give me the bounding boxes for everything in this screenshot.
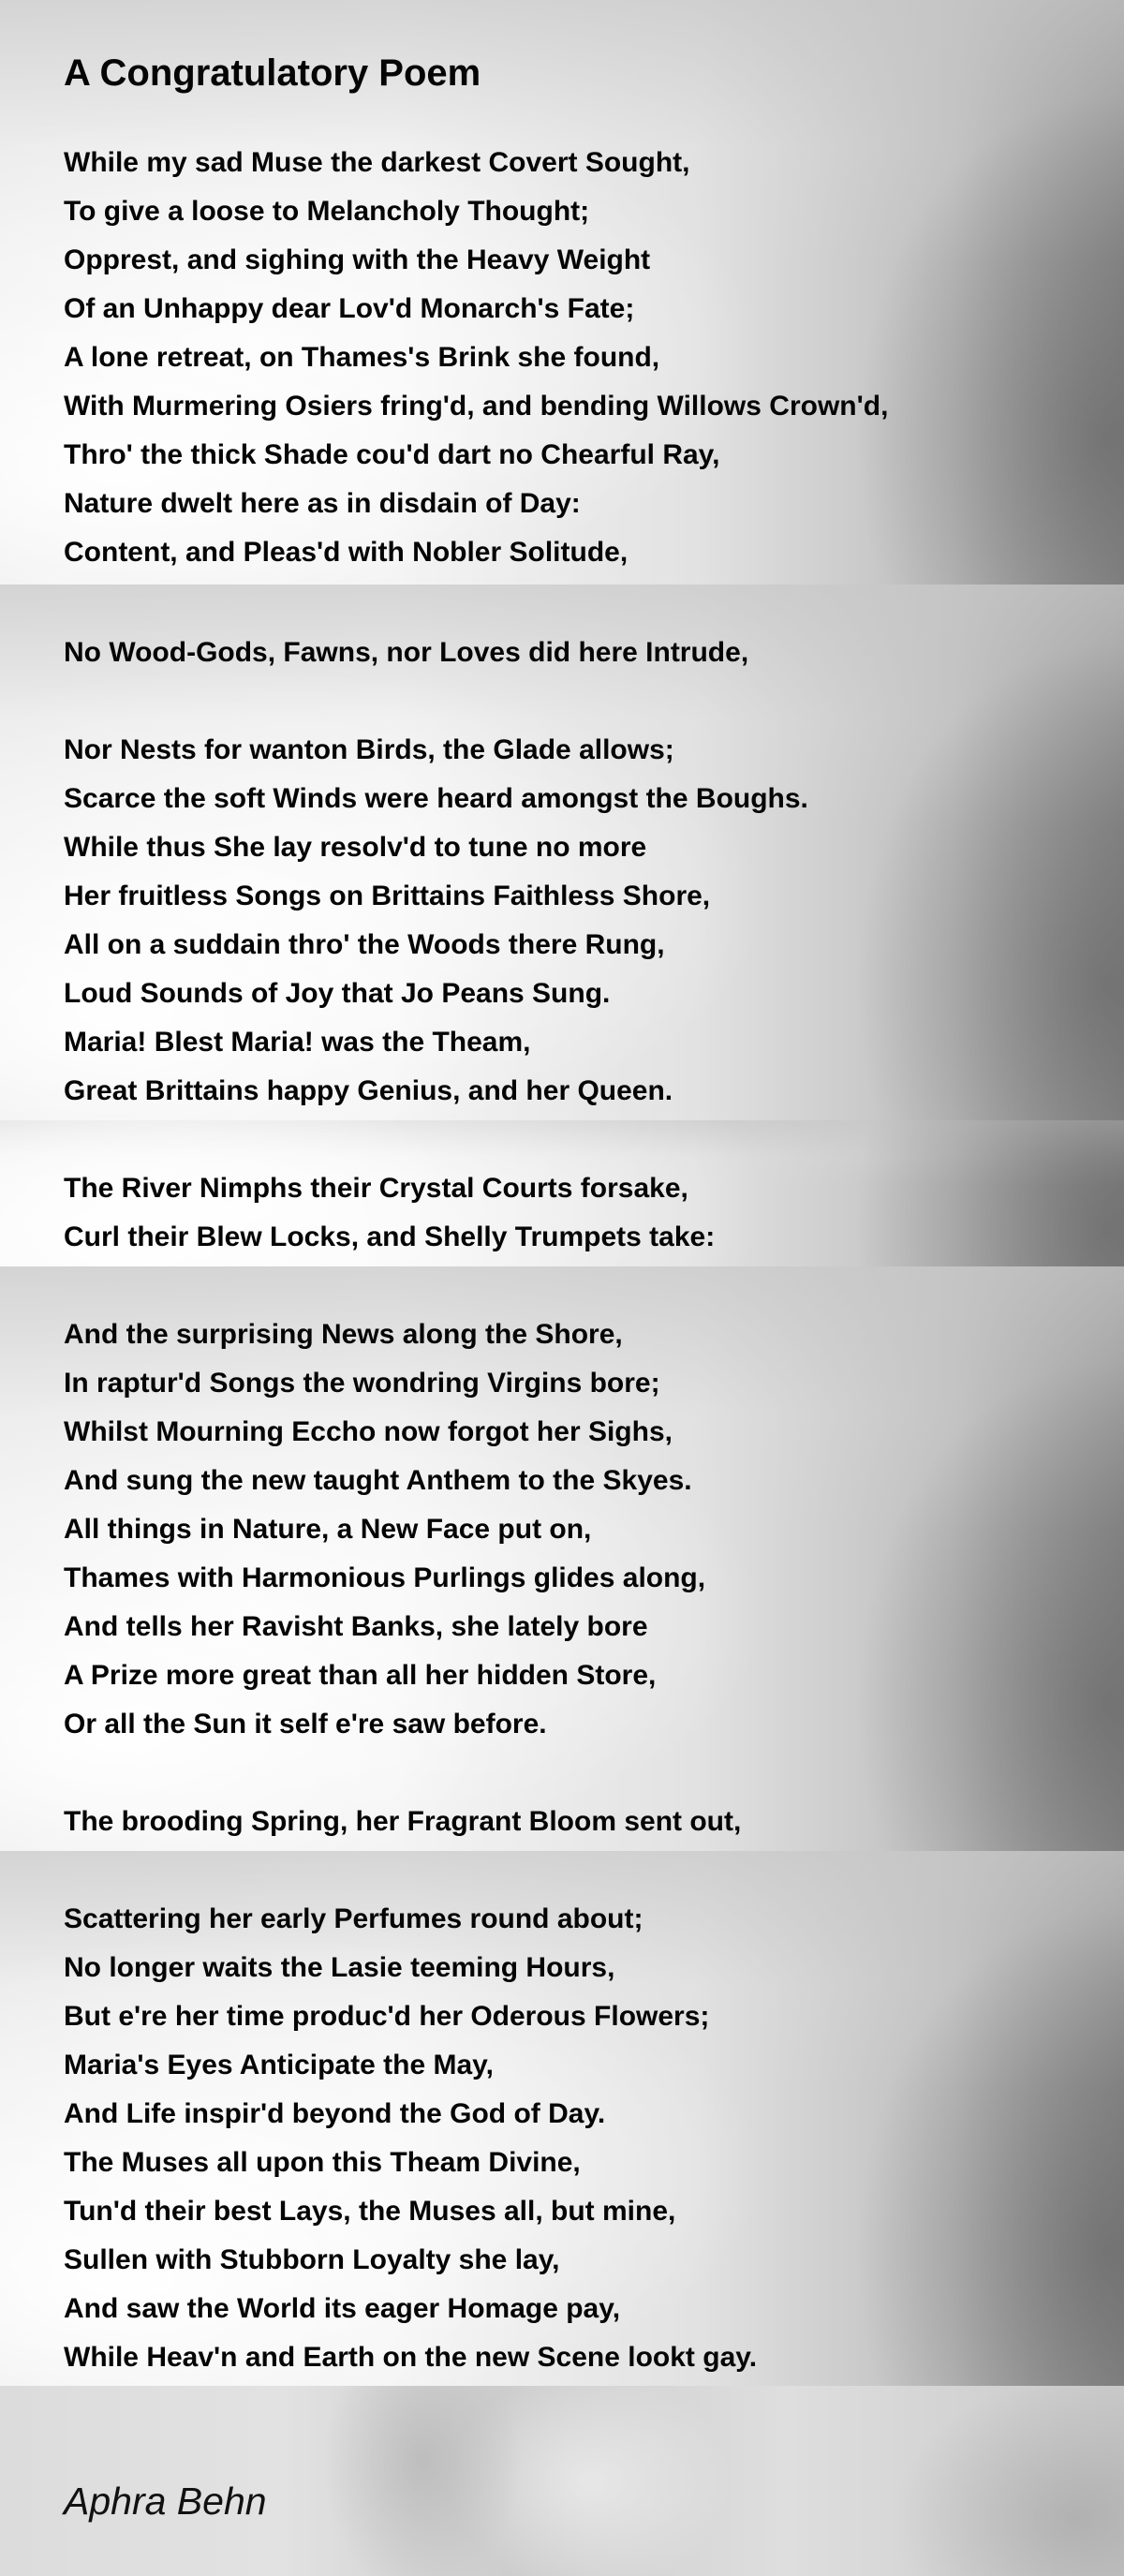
panel-content [64, 1164, 1124, 1262]
poem-line: And the surprising News along the Shore, [64, 1319, 623, 1350]
poem-line: Nature dwelt here as in disdain of Day: [64, 488, 581, 519]
poem-line: While thus She lay resolv'd to tune no more [64, 832, 647, 863]
poem-title: A Congratulatory Poem [64, 52, 481, 94]
poem-panel-3 [0, 1120, 1124, 1266]
poem-line: Of an Unhappy dear Lov'd Monarch's Fate; [64, 293, 635, 324]
poem-line: Whilst Mourning Eccho now forgot her Sighs, [64, 1416, 673, 1447]
poem-line: With Murmering Osiers fring'd, and bending Willows Crown'd, [64, 391, 889, 422]
poem-line: Great Brittains happy Genius, and her Queen. [64, 1075, 673, 1106]
poem-line: The River Nimphs their Crystal Courts forsake, [64, 1173, 688, 1204]
poem-line: No longer waits the Lasie teeming Hours, [64, 1952, 615, 1983]
poem-line: Scattering her early Perfumes round about; [64, 1903, 643, 1934]
blank-line [64, 677, 1124, 726]
poem-line: While Heav'n and Earth on the new Scene lookt gay. [64, 2342, 758, 2373]
poem-line: The brooding Spring, her Fragrant Bloom sent out, [64, 1806, 742, 1837]
stanza-3 [64, 1164, 1124, 1262]
poem-panel-1 [0, 0, 1124, 585]
blank-line [64, 1749, 1124, 1798]
poem-line: A lone retreat, on Thames's Brink she found, [64, 342, 660, 373]
poem-line: Nor Nests for wanton Birds, the Glade allows; [64, 734, 674, 765]
poem-author: Aphra Behn [64, 2480, 267, 2523]
poem-line: A Prize more great than all her hidden Store, [64, 1660, 657, 1691]
poem-line: In raptur'd Songs the wondring Virgins bore; [64, 1368, 660, 1399]
poem-line: Content, and Pleas'd with Nobler Solitude, [64, 537, 629, 568]
stanza-1 [64, 139, 1124, 577]
poem-line: Maria's Eyes Anticipate the May, [64, 2050, 494, 2080]
panel-content [64, 629, 1124, 1116]
poem-line: While my sad Muse the darkest Covert Sought, [64, 147, 690, 178]
poem-line: To give a loose to Melancholy Thought; [64, 196, 590, 227]
stanza-5 [64, 1895, 1124, 2382]
poem-line: Thro' the thick Shade cou'd dart no Chearful Ray, [64, 439, 720, 470]
poem-line: Scarce the soft Winds were heard amongst the Boughs. [64, 783, 808, 814]
poem-line: All things in Nature, a New Face put on, [64, 1514, 592, 1545]
poem-line: Loud Sounds of Joy that Jo Peans Sung. [64, 978, 611, 1009]
poem-line: Or all the Sun it self e're saw before. [64, 1709, 547, 1740]
panel-content [64, 52, 1124, 577]
panel-content [64, 1310, 1124, 1846]
poem-line: No Wood-Gods, Fawns, nor Loves did here Intrude, [64, 637, 749, 668]
poem-line: Curl their Blew Locks, and Shelly Trumpets take: [64, 1221, 716, 1252]
panel-content [64, 1895, 1124, 2382]
poem-line: Opprest, and sighing with the Heavy Weight [64, 244, 651, 275]
poem-line: Maria! Blest Maria! was the Theam, [64, 1027, 531, 1058]
poem-panel-4 [0, 1266, 1124, 1851]
poem-line: Thames with Harmonious Purlings glides along, [64, 1562, 706, 1593]
poem-panel-5 [0, 1851, 1124, 2386]
poem-line: All on a suddain thro' the Woods there Rung, [64, 929, 665, 960]
poem-line: Her fruitless Songs on Brittains Faithless Shore, [64, 881, 711, 911]
poem-line: The Muses all upon this Theam Divine, [64, 2147, 581, 2178]
stanza-4 [64, 1310, 1124, 1846]
poem-line: But e're her time produc'd her Oderous Flowers; [64, 2001, 710, 2032]
stanza-2 [64, 629, 1124, 1116]
poem-line: Tun'd their best Lays, the Muses all, but mine, [64, 2196, 676, 2227]
poem-line: And tells her Ravisht Banks, she lately bore [64, 1611, 648, 1642]
author-panel [0, 2386, 1124, 2576]
poem-line: And sung the new taught Anthem to the Skyes. [64, 1465, 692, 1496]
poem-panel-2 [0, 585, 1124, 1120]
poem-line: And saw the World its eager Homage pay, [64, 2293, 621, 2324]
poem-line: Sullen with Stubborn Loyalty she lay, [64, 2244, 560, 2275]
poem-line: And Life inspir'd beyond the God of Day. [64, 2098, 606, 2129]
